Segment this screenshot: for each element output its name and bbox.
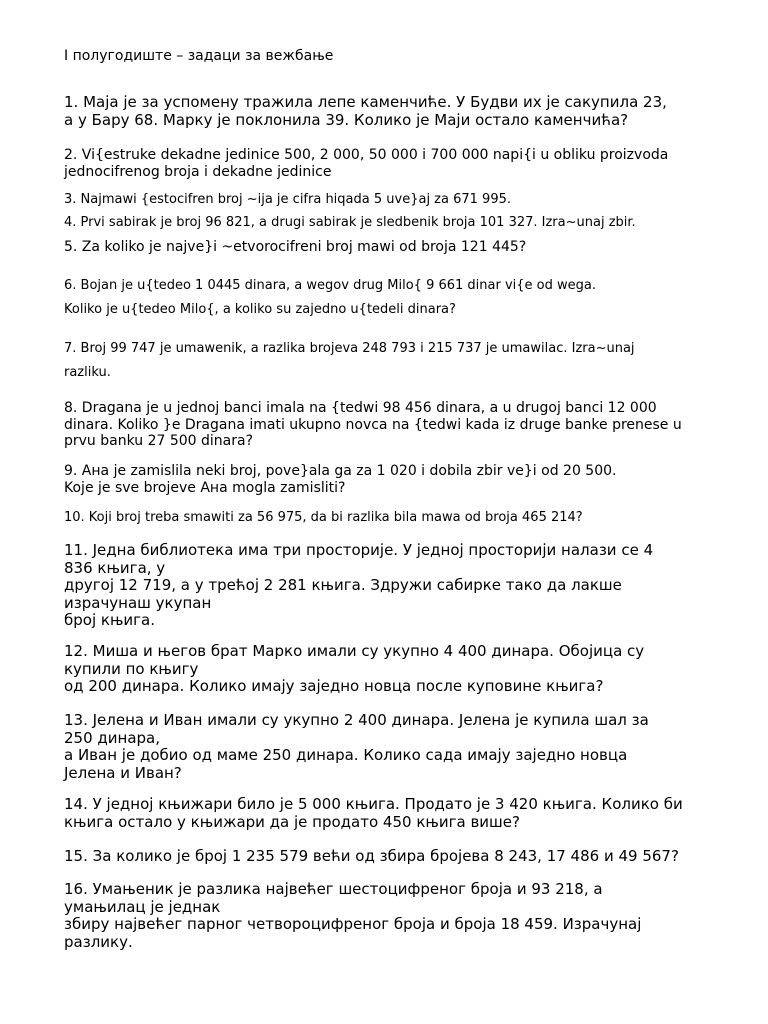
- problem-3: [64, 192, 734, 208]
- problem-line: 6. Bojan je u{tedeo 1 0445 dinara, a wegov drug Milo{ 9 661 dinar vi{e od wega.: [64, 278, 597, 293]
- problem-line: 7. Broj 99 747 je umawenik, a razlika brojeva 248 793 i 215 737 je umawilac. Izra~unaj: [64, 341, 635, 356]
- problem-6: [64, 274, 734, 322]
- problem-line: 11. Једна библиотека има три просторије. У једној просторији налази се 4: [64, 541, 654, 559]
- problem-line: Koliko je u{tedeo Milo{, a koliko su zajedno u{tedeli dinara?: [64, 302, 456, 317]
- problem-line: збиру највећег парног четвороцифреног броја и броја 18 459. Израчунај: [64, 915, 642, 933]
- problem-line: 250 динара,: [64, 728, 160, 747]
- problem-line: а у Бару 68. Марку је поклонила 39. Колико је Маји остало каменчића?: [64, 110, 629, 129]
- problem-4: [64, 215, 734, 231]
- problem-line: 14. У једној књижари било је 5 000 књига. Продато је 3 420 књига. Колико би: [64, 795, 683, 813]
- problem-12: [64, 643, 734, 696]
- problem-line: 13. Јелена и Иван имали су укупно 2 400 динара. Јелена је купила шал за: [64, 711, 649, 729]
- problem-line: другој 12 719, а у трећој 2 281 књига. Здружи сабирке тако да лакше: [64, 576, 622, 594]
- problem-line: jednocifrenog broja i dekadne jedinice: [64, 163, 332, 180]
- problem-line: купили по књигу: [64, 659, 199, 678]
- problem-line: 12. Миша и његов брат Марко имали су укупно 4 400 динара. Обојица су: [64, 642, 645, 660]
- problem-line: број књига.: [64, 611, 156, 629]
- problem-line: умањилац је једнак: [64, 897, 221, 916]
- document-title: I полугодиште – задаци за вежбање: [64, 48, 334, 64]
- problem-2: [64, 147, 734, 180]
- problem-15: [64, 848, 734, 866]
- problem-line: књига остало у књижари да је продато 450 књига више?: [64, 812, 520, 831]
- problem-1: [64, 94, 734, 129]
- problem-line: Koje je sve brojeve Ана mogla zamisliti?: [64, 479, 346, 496]
- problem-line: 9. Ана je zamislila neki broj, pove}ala ga za 1 020 i dobila zbir ve}i od 20 500.: [64, 463, 617, 479]
- problem-5: [64, 239, 734, 256]
- problem-line: 2. Vi{estruke dekadne jedinice 500, 2 000, 50 000 i 700 000 napi{i u obliku proizvoda: [64, 147, 669, 163]
- problem-line: prvu banku 27 500 dinara?: [64, 433, 254, 449]
- problem-line: razliku.: [64, 365, 111, 380]
- problem-line: а Иван је добио од маме 250 динара. Колико сада имају заједно новца: [64, 746, 628, 764]
- problem-16: [64, 881, 734, 951]
- problem-11: [64, 542, 734, 630]
- problem-line: 3. Najmawi {estocifren broj ~ija je cifra hiqada 5 uve}aj za 671 995.: [64, 192, 511, 207]
- problem-line: 10. Koji broj treba smawiti za 56 975, da bi razlika bila mawa od broja 465 214?: [64, 510, 583, 525]
- problem-7: [64, 337, 734, 385]
- problem-line: Јелена и Иван?: [64, 763, 182, 782]
- problem-line: 836 књига, у: [64, 558, 166, 577]
- problem-line: од 200 динара. Колико имају заједно новца после куповине књига?: [64, 677, 604, 695]
- problem-line: 8. Dragana je u jednoj banci imala na {tedwi 98 456 dinara, a u drugoj banci 12 000: [64, 400, 657, 416]
- problem-10: [64, 510, 734, 526]
- problem-14: [64, 796, 734, 831]
- problem-13: [64, 712, 734, 782]
- problem-8: [64, 400, 734, 450]
- problem-line: dinara. Koliko }e Dragana imati ukupno novca na {tedwi kada iz druge banke prenese u: [64, 416, 682, 433]
- problem-9: [64, 463, 734, 496]
- problem-line: 15. За колико је број 1 235 579 већи од збира бројева 8 243, 17 486 и 49 567?: [64, 847, 679, 865]
- problem-line: 1. Маја је за успомену тражила лепе каменчиће. У Будви их је сакупила 23,: [64, 93, 667, 111]
- problem-line: 16. Умањеник је разлика највећег шестоцифреног броја и 93 218, а: [64, 880, 603, 898]
- problem-line: 4. Prvi sabirak je broj 96 821, a drugi sabirak je sledbenik broja 101 327. Izra~unaj zbir.: [64, 215, 636, 230]
- problem-line: 5. Za koliko je najve}i ~etvorocifreni broj mawi od broja 121 445?: [64, 239, 527, 255]
- problem-line: разлику.: [64, 932, 133, 951]
- problem-line: израчунаш укупан: [64, 593, 212, 612]
